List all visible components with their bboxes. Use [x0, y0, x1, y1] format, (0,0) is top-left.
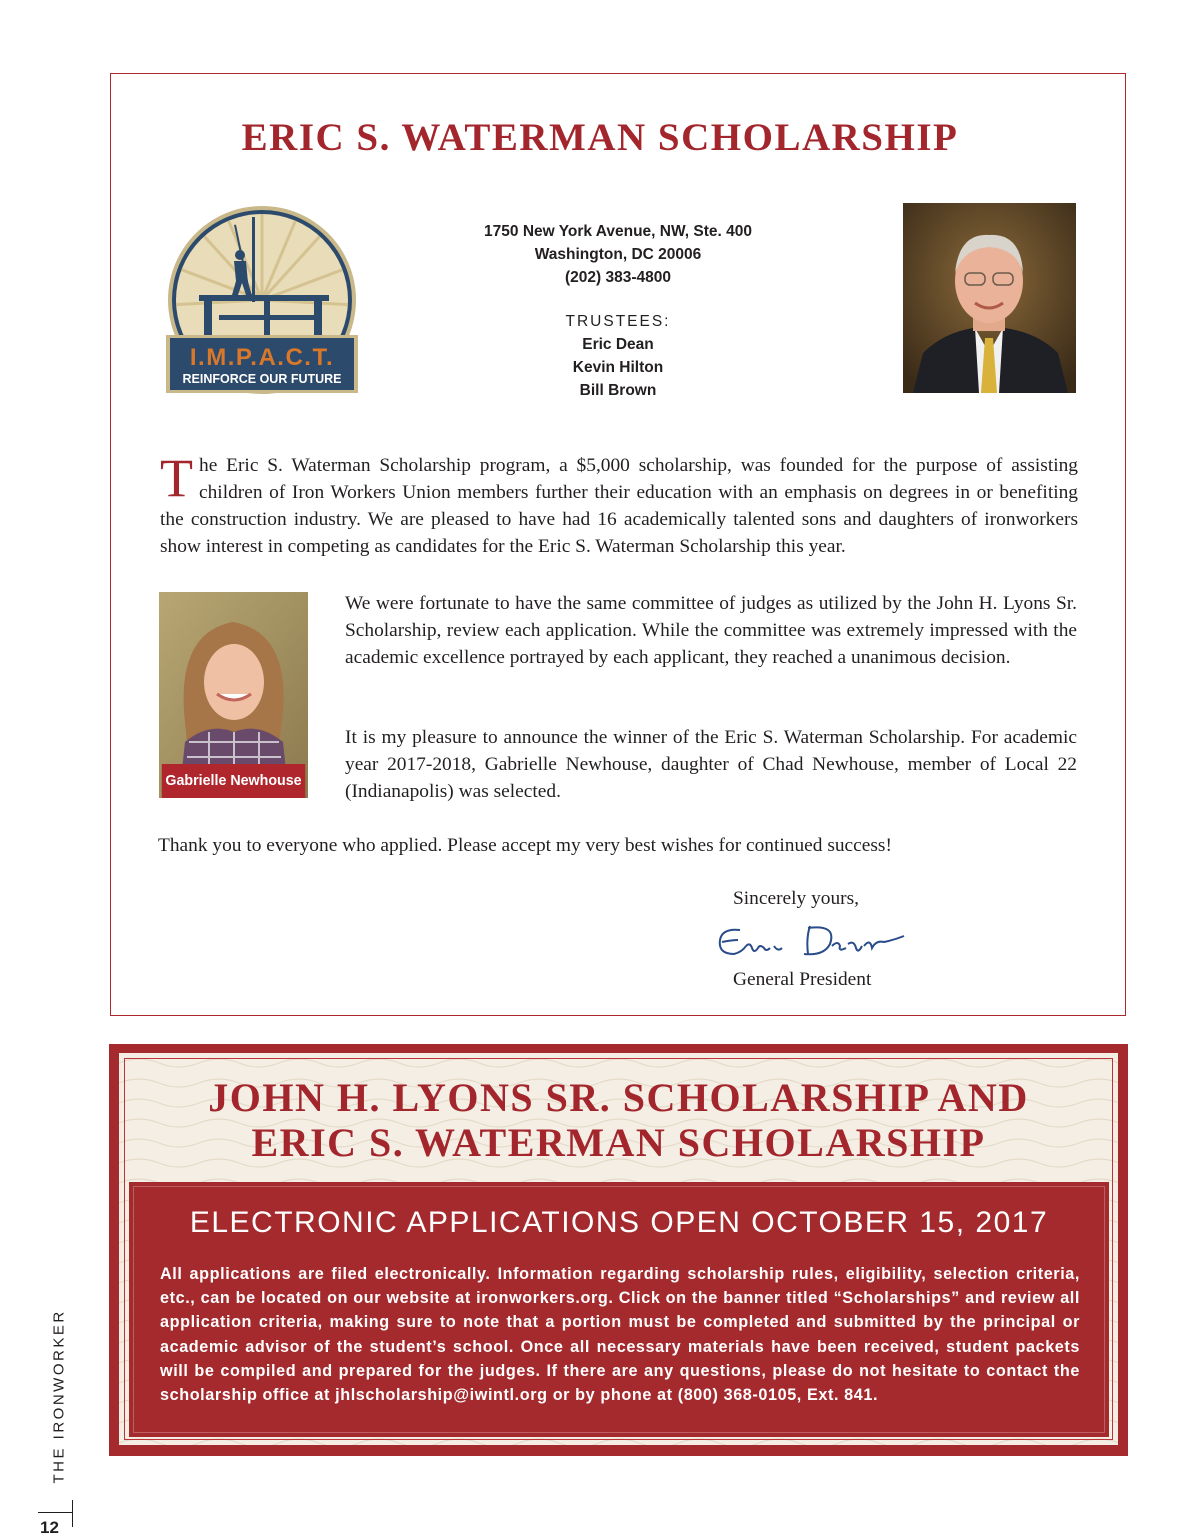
closing-salutation: Sincerely yours,: [733, 888, 860, 909]
article-title: ERIC S. WATERMAN SCHOLARSHIP: [241, 116, 959, 159]
trustee-name: Bill Brown: [579, 382, 657, 399]
impact-logo: [164, 205, 360, 395]
magazine-name: THE IRONWORKER: [50, 1309, 68, 1484]
announcement-body-part1: All applications are filed electronically. Information regarding scholarship rules, eligibility, selection criteria, etc., can be located on our website at: [160, 1265, 1080, 1308]
applications-open-date: ELECTRONIC APPLICATIONS OPEN OCTOBER 15, 2017: [189, 1206, 1049, 1239]
winner-caption: Gabrielle Newhouse: [162, 764, 305, 798]
announcement-body-part4: or by phone at (800) 368-0105, Ext. 841.: [547, 1386, 879, 1405]
website-link[interactable]: ironworkers.org: [476, 1289, 609, 1308]
intro-text: he Eric S. Waterman Scholarship program, a $5,000 scholarship, was founded for the purpose of assisting children of Iron Workers Union members further their education with an emphasis on degrees in or benefiting the construction industry. We are pleased to have had 16 academically talented sons and daughters of ironworkers show interest in competing as candidates for the Eric S. Waterman Scholarship this year.: [160, 455, 1078, 557]
page-number-rule-vertical: [72, 1500, 73, 1527]
announcement-body-part3: and review all application criteria, making sure to note that a portion must be completed and submitted by the principal or academic advisor of the student’s school. Once all necessary materials have been received, student packets will be compiled and prepared for the judges. If there are any questions, please do not hesitate to contact the scholarship office at: [160, 1289, 1081, 1405]
thanks-paragraph: Thank you to everyone who applied. Please accept my very best wishes for continued success!: [158, 835, 892, 856]
president-portrait-photo: [903, 203, 1076, 393]
trustees-label: TRUSTEES:: [565, 313, 671, 330]
logo-name: I.M.P.A.C.T.: [189, 344, 335, 371]
scholarship-email-link[interactable]: jhlscholarship@iwintl.org: [335, 1386, 548, 1405]
winner-paragraph: It is my pleasure to announce the winner of the Eric S. Waterman Scholarship. For academic year 2017-2018, Gabrielle Newhouse, daughter of Chad Newhouse, member of Local 22 (Indianapolis) was selected.: [345, 727, 1077, 802]
magazine-side-label: [29, 1250, 69, 1500]
trustees-block: [418, 310, 818, 402]
judges-paragraph: We were fortunate to have the same committee of judges as utilized by the John H. Lyons Sr. Scholarship, review each application. While the committee was extremely impressed with the academic excellence portrayed by each applicant, they reached a unanimous decision.: [345, 593, 1077, 668]
logo-tagline: REINFORCE OUR FUTURE: [182, 372, 342, 386]
announcement-body-part2: . Click on the banner titled: [608, 1289, 834, 1308]
trustee-name: Kevin Hilton: [572, 359, 664, 376]
announcement-title-line2: ERIC S. WATERMAN SCHOLARSHIP: [251, 1120, 986, 1165]
eric-dean-signature: [712, 918, 912, 968]
signature-title: General President: [733, 969, 872, 990]
scholarships-banner-name: “Scholarships”: [833, 1289, 960, 1308]
page-number-rule: [38, 1512, 72, 1513]
announcement-title: [119, 1075, 1118, 1165]
drop-cap: T: [160, 448, 193, 508]
address-phone: (202) 383-4800: [565, 269, 671, 286]
address-block: [418, 220, 818, 289]
announcement-body: [160, 1262, 1080, 1407]
announcement-title-line1: JOHN H. LYONS SR. SCHOLARSHIP AND: [208, 1075, 1029, 1120]
page-number: 12: [40, 1518, 59, 1537]
address-line2: Washington, DC 20006: [534, 246, 702, 263]
intro-paragraph: [160, 448, 1078, 560]
trustee-name: Eric Dean: [582, 336, 654, 353]
address-line1: 1750 New York Avenue, NW, Ste. 400: [484, 223, 752, 240]
